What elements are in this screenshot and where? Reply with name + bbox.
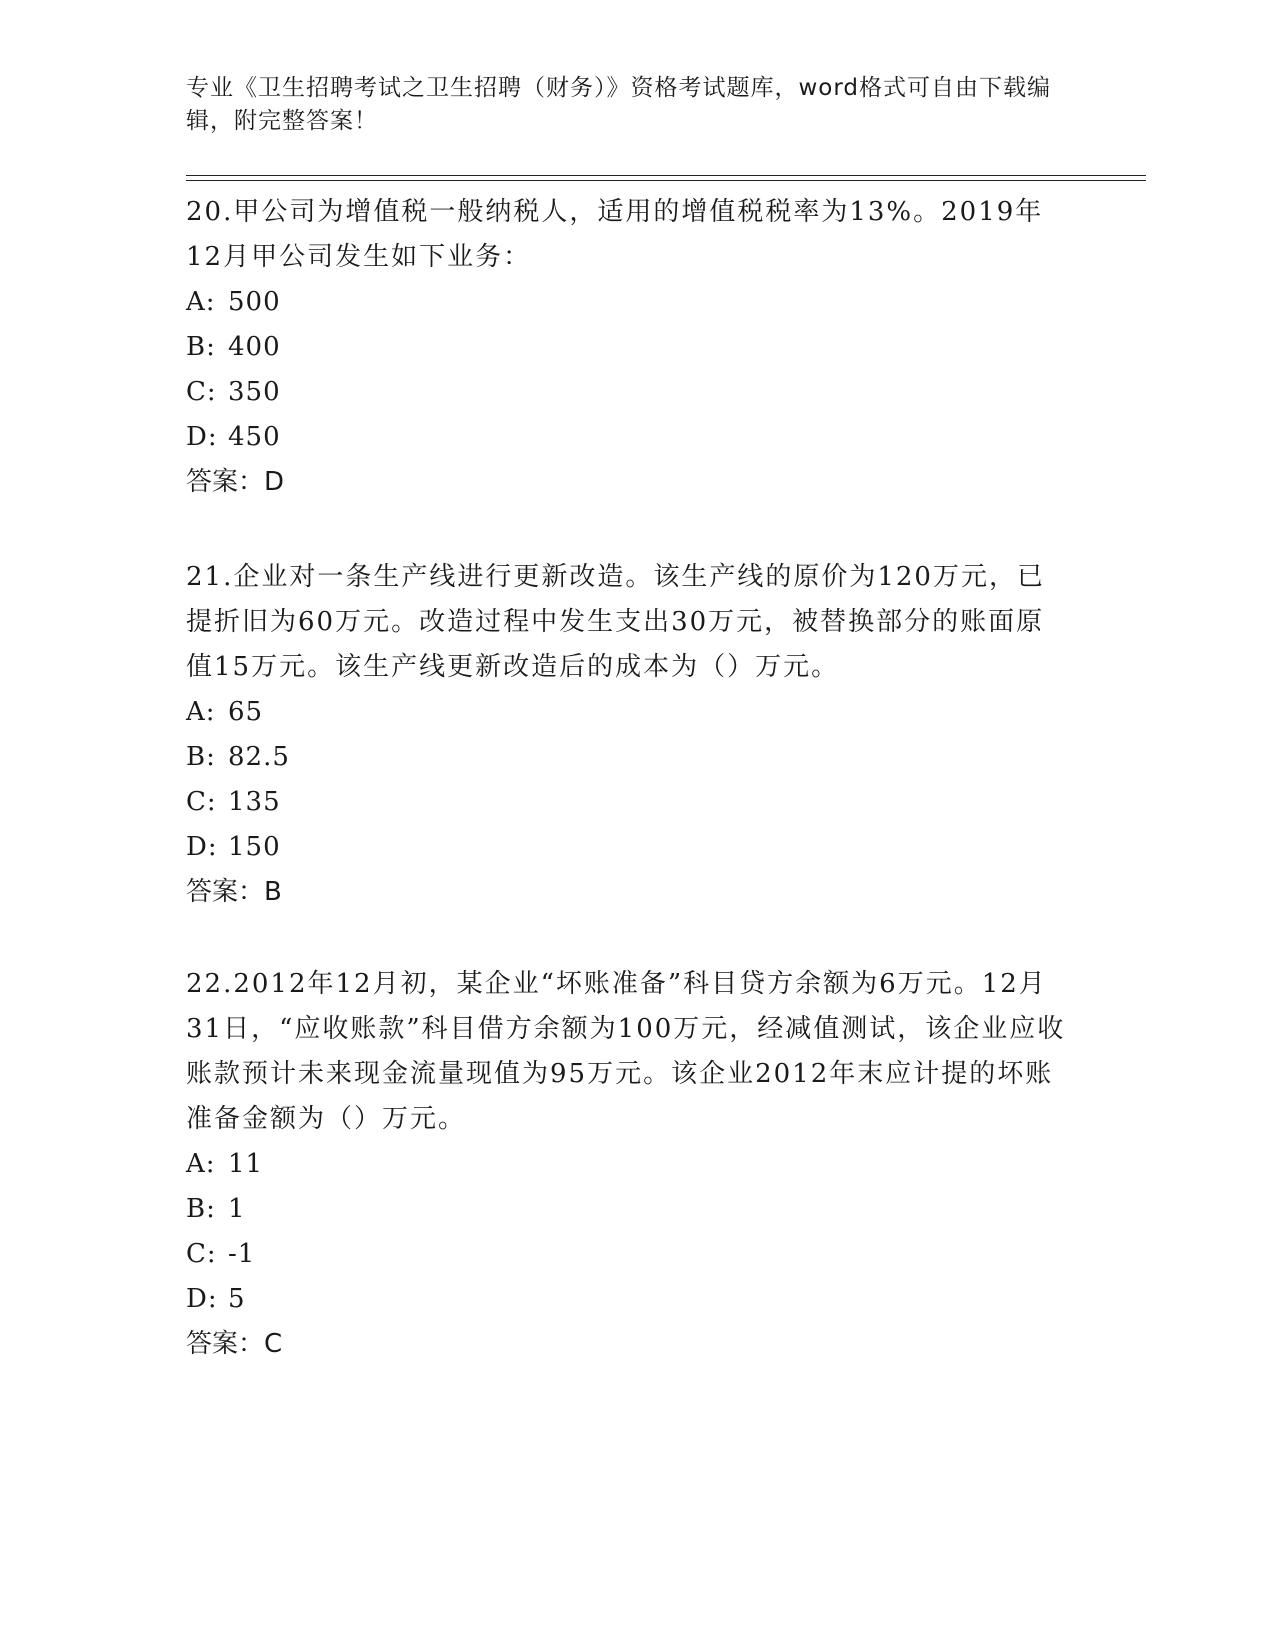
option-value: 500 — [228, 287, 281, 317]
question-stem: 21.企业对一条生产线进行更新改造。该生产线的原价为120万元，已提折旧为60万元。改造过程中发生支出30万元，被替换部分的账面原值15万元。该生产线更新改造后的成本为（）万元。 — [186, 562, 1045, 682]
option-value: 82.5 — [228, 742, 290, 772]
option-label: A: — [186, 287, 216, 317]
option-label: D: — [186, 422, 218, 452]
option-value: -1 — [228, 1239, 256, 1269]
option-value: 5 — [228, 1284, 246, 1314]
option-label: A: — [186, 697, 216, 727]
option-value: 150 — [228, 832, 281, 862]
option-label: B: — [186, 742, 216, 772]
answer: 答案：B — [186, 877, 282, 907]
option-label: D: — [186, 1284, 218, 1314]
option-a — [186, 280, 1066, 325]
option-label: C: — [186, 1239, 217, 1269]
option-label: B: — [186, 332, 216, 362]
option-value: 11 — [228, 1149, 264, 1179]
option-value: 450 — [228, 422, 281, 452]
option-c — [186, 1232, 1066, 1277]
option-c — [186, 780, 1066, 825]
header-divider-bottom — [186, 180, 1146, 181]
option-label: D: — [186, 832, 218, 862]
option-label: B: — [186, 1194, 216, 1224]
answer: 答案：D — [186, 467, 285, 497]
option-c — [186, 370, 1066, 415]
question-21 — [186, 555, 1066, 915]
option-b — [186, 1187, 1066, 1232]
option-value: 65 — [228, 697, 264, 727]
document-intro: 专业《卫生招聘考试之卫生招聘（财务）》资格考试题库，word格式可自由下载编辑，附完整答案！ — [186, 75, 1052, 134]
option-a — [186, 1142, 1066, 1187]
option-d — [186, 1277, 1066, 1322]
question-20 — [186, 190, 1066, 505]
question-stem: 20.甲公司为增值税一般纳税人，适用的增值税税率为13%。2019年12月甲公司发生如下业务： — [186, 197, 1044, 272]
question-22 — [186, 962, 1066, 1367]
option-b — [186, 325, 1066, 370]
option-a — [186, 690, 1066, 735]
option-label: A: — [186, 1149, 216, 1179]
option-d — [186, 825, 1066, 870]
option-value: 350 — [228, 377, 281, 407]
answer: 答案：C — [186, 1329, 283, 1359]
option-b — [186, 735, 1066, 780]
question-stem: 22.2012年12月初，某企业“坏账准备”科目贷方余额为6万元。12月31日，“应收账款”科目借方余额为100万元，经减值测试，该企业应收账款预计未来现金流量现值为95万元。该企业2012年末应计提的坏账准备金额为（）万元。 — [186, 969, 1066, 1134]
header-divider-top — [186, 175, 1146, 176]
option-label: C: — [186, 787, 217, 817]
option-value: 1 — [228, 1194, 246, 1224]
option-value: 400 — [228, 332, 281, 362]
option-value: 135 — [228, 787, 281, 817]
option-label: C: — [186, 377, 217, 407]
option-d — [186, 415, 1066, 460]
